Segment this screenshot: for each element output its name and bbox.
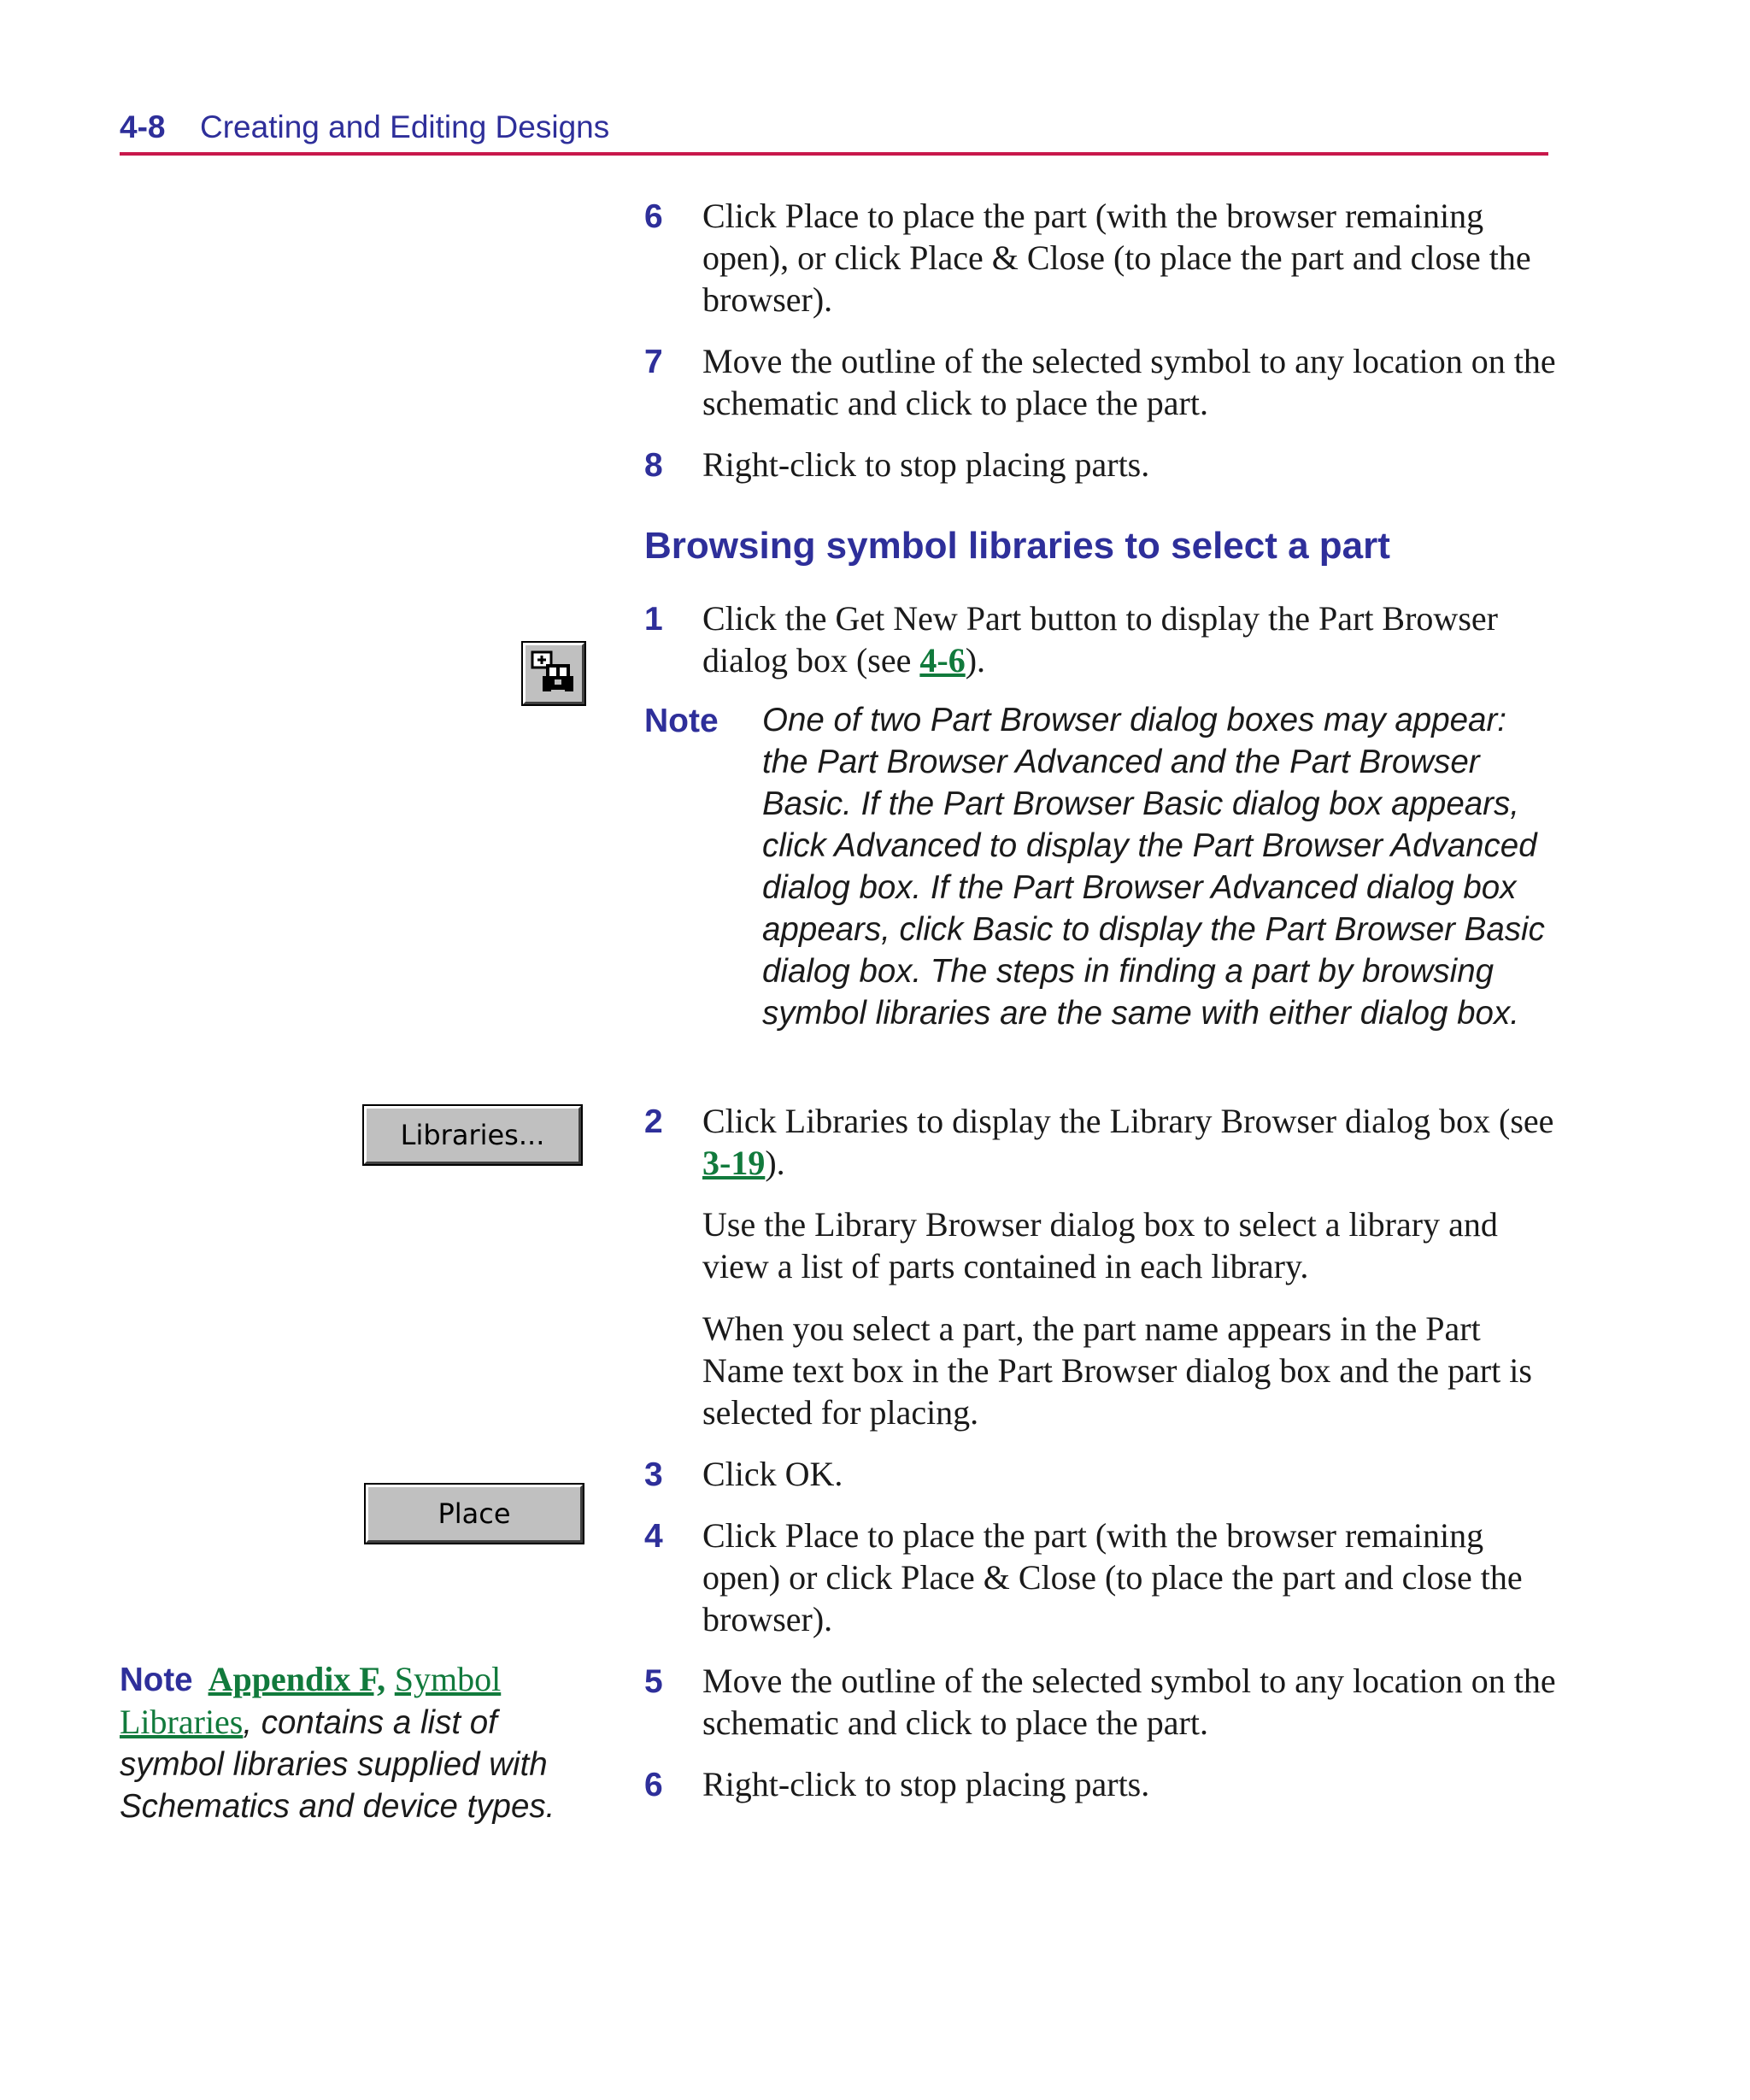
- step-text: [702, 597, 1557, 681]
- get-new-part-icon: [531, 650, 577, 697]
- place-button-label: Place: [438, 1497, 511, 1530]
- step-text: Move the outline of the selected symbol to any location on the schematic and click to place the part.: [702, 342, 1556, 422]
- step-text: Move the outline of the selected symbol to any location on the schematic and click to place the part.: [702, 1662, 1556, 1742]
- step-text-part: ).: [765, 1144, 785, 1182]
- step-text: [702, 1100, 1557, 1184]
- cross-reference-link[interactable]: 4-6: [919, 641, 966, 679]
- step-text: Click Place to place the part (with the browser remaining open), or click Place & Close (to place the part and close the browser).: [702, 197, 1531, 319]
- libraries-button-label: Libraries...: [400, 1119, 545, 1151]
- body-paragraph: Use the Library Browser dialog box to select a library and view a list of parts contained in each library.: [702, 1205, 1498, 1285]
- page-header: [120, 104, 1548, 156]
- appendix-link[interactable]: Appendix F,: [208, 1660, 386, 1698]
- place-button[interactable]: [366, 1485, 583, 1543]
- section-heading: Browsing symbol libraries to select a part: [644, 525, 1390, 567]
- step-number: 4: [644, 1518, 663, 1555]
- side-note: [120, 1658, 598, 1827]
- side-note-label: Note: [120, 1662, 193, 1698]
- step-text: Right-click to stop placing parts.: [702, 1765, 1150, 1803]
- libraries-button[interactable]: [364, 1106, 581, 1164]
- get-new-part-button[interactable]: [523, 643, 584, 704]
- step-number: 6: [644, 1767, 663, 1803]
- note-label: Note: [644, 703, 719, 739]
- step-number: 6: [644, 198, 663, 235]
- step-number: 2: [644, 1103, 663, 1140]
- step-text-part: ).: [965, 641, 986, 679]
- step-number: 5: [644, 1663, 663, 1700]
- step-number: 1: [644, 601, 663, 638]
- step-text: Right-click to stop placing parts.: [702, 445, 1150, 484]
- page-number: 4-8: [120, 109, 166, 144]
- cross-reference-link[interactable]: 3-19: [702, 1144, 766, 1182]
- symbol-libraries-link[interactable]: Symbol Libraries: [120, 1660, 502, 1741]
- step-text-part: Click Libraries to display the Library Browser dialog box (see: [702, 1102, 1554, 1140]
- step-number: 3: [644, 1456, 663, 1493]
- step-number: 7: [644, 344, 663, 380]
- step-text: Click OK.: [702, 1455, 843, 1493]
- side-note-text: , contains a list of symbol libraries supplied with Schematics and device types.: [120, 1704, 555, 1825]
- chapter-title: Creating and Editing Designs: [200, 109, 610, 144]
- body-paragraph: When you select a part, the part name appears in the Part Name text box in the Part Browser dialog box and the part is selected for placing.: [702, 1309, 1532, 1432]
- step-text-part: Click the Get New Part button to display the Part Browser dialog box (see: [702, 599, 1498, 679]
- step-number: 8: [644, 447, 663, 484]
- note-text: One of two Part Browser dialog boxes may appear: the Part Browser Advanced and the Part Browser Basic. If the Part Browser Basic dialog box appears, click Advanced to display the Part Browser Advanced dialog box. If the Part Browser Advanced dialog box appears, click Basic to display the Part Browser Basic dialog box. The steps in finding a part by browsing symbol libraries are the same with either dialog box.: [762, 702, 1545, 1032]
- step-text: Click Place to place the part (with the browser remaining open) or click Place & Close (to place the part and close the browser).: [702, 1516, 1523, 1638]
